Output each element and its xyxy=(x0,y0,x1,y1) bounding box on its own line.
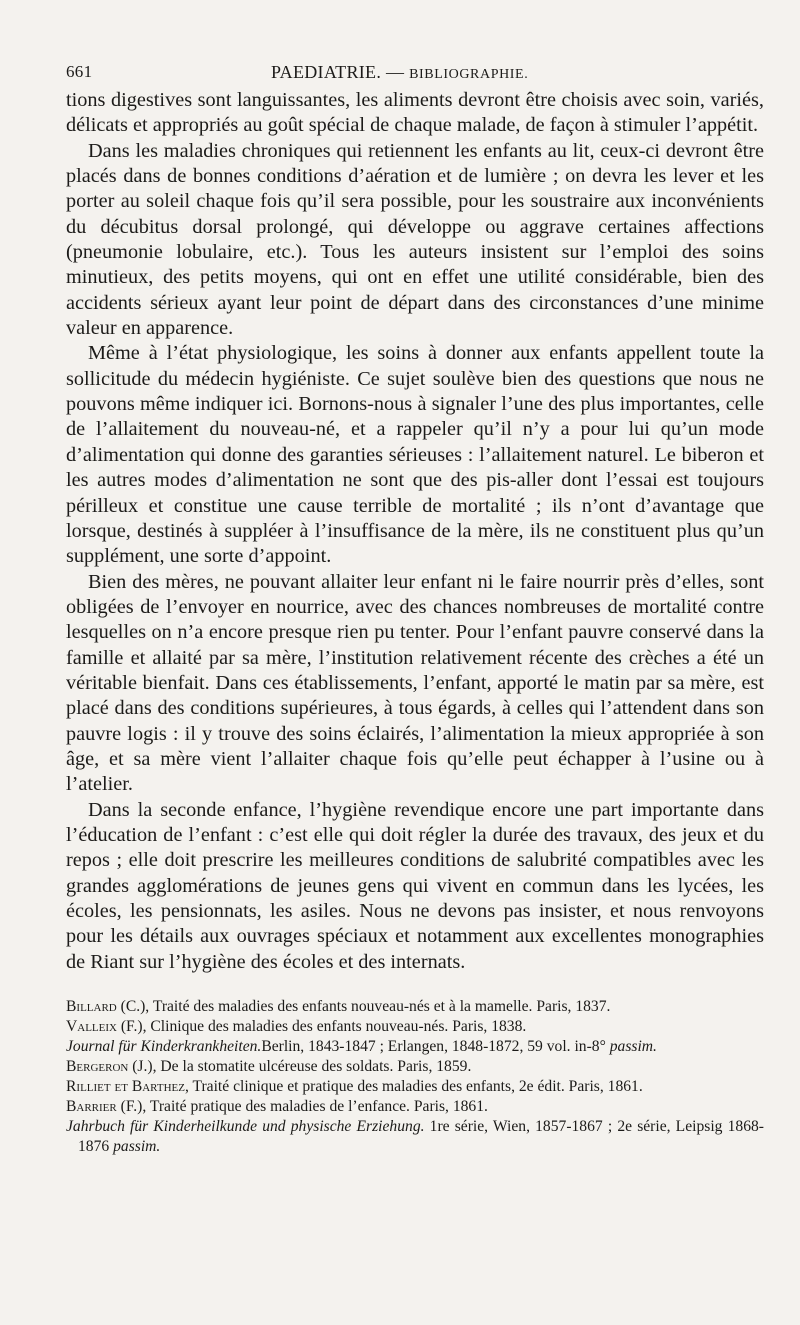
paragraph: Même à l’état physiologique, les soins à donner aux enfants appellent toute la sollicitude du médecin hygiéniste. Ce sujet soulève bien des questions que nous ne pouvons même indiquer ici. Bornons-nous à signaler l’une des plus importantes, celle de l’allaitement du nouveau-né, et a rappeler qu’il n’y a pour lui qu’un mode d’alimentation qui donne des garanties sérieuses : l’allaitement naturel. Le biberon et les autres modes d’alimentation ne sont que des pis-aller dont l’essai est toujours périlleux et constitue une cause terrible de mortalité ; ils n’ont d’avantage que lorsque, destinés à suppléer à l’insuffisance de la mère, ils ne constituent plus qu’un supplément, une sorte d’appoint. xyxy=(66,342,764,568)
bibliography-entry xyxy=(66,1077,764,1097)
running-title-separator: — xyxy=(385,62,405,82)
entry-note: passim. xyxy=(113,1138,161,1156)
bibliography-entry xyxy=(66,1097,764,1117)
paragraph-continued: tions digestives sont languissantes, les aliments devront être choisis avec soin, variés, délicats et appropriés au goût spécial de chaque malade, de façon à stimuler l’appétit. xyxy=(66,89,764,137)
entry-title: De la stomatite ulcéreuse des soldats. Paris, 1859. xyxy=(160,1058,472,1076)
running-title-text: PAEDIATRIE. xyxy=(271,62,382,82)
entry-details: 1re série, Wien, 1857-1867 ; 2e série, Leipsig 1868-1876 xyxy=(78,1118,764,1156)
paragraph: Bien des mères, ne pouvant allaiter leur enfant ni le faire nourrir près d’elles, sont obligées de l’envoyer en nourrice, avec des chances nombreuses de mortalité contre lesquelles on n’a encore presque rien pu tenter. Pour l’enfant pauvre conservé dans la famille et allaité par sa mère, l’institution relativement récente des crèches a été un véritable bienfait. Dans ces établissements, l’enfant, apporté le matin par sa mère, est placé dans des conditions supérieures, à tous égards, à celles qui l’attendent dans son pauvre logis : il y trouve des soins éclairés, l’alimentation la mieux appropriée à son âge, et sa mère vient l’allaiter chaque fois qu’elle peut échapper à l’usine ou à l’atelier. xyxy=(66,570,764,796)
body-text xyxy=(66,88,764,975)
entry-author: Billard (C.), xyxy=(66,998,150,1016)
entry-note: passim. xyxy=(609,1038,657,1056)
entry-title: Traité des maladies des enfants nouveau-nés et à la mamelle. Paris, 1837. xyxy=(152,998,611,1016)
bibliography-entry xyxy=(66,1037,764,1057)
entry-details: Berlin, 1843-1847 ; Erlangen, 1848-1872, 59 vol. in-8° xyxy=(261,1038,606,1056)
paragraph: Dans la seconde enfance, l’hygiène revendique encore une part importante dans l’éducation de l’enfant : c’est elle qui doit régler la durée des travaux, des jeux et du repos ; elle doit prescrire les meilleures conditions de salubrité compatibles avec les grandes agglomérations de jeunes gens qui vivent en commun dans les lycées, les écoles, les pensionnats, les asiles. Nous ne devons pas insister, et nous renvoyons pour les détails aux ouvrages spéciaux et notamment aux excellentes monographies de Riant sur l’hygiène des écoles et des internats. xyxy=(66,798,764,973)
entry-author: Valleix (F.), xyxy=(66,1018,147,1036)
running-head xyxy=(66,58,764,88)
running-title xyxy=(271,62,528,83)
entry-journal: Journal für Kinderkrankheiten. xyxy=(66,1038,262,1056)
entry-author: Barrier (F.), xyxy=(66,1098,147,1116)
bibliography-entry xyxy=(66,1117,764,1157)
entry-title: Clinique des maladies des enfants nouveau-nés. Paris, 1838. xyxy=(150,1018,527,1036)
bibliography-entry xyxy=(66,1017,764,1037)
entry-journal: Jahrbuch für Kinderheilkunde und physische Erziehung. xyxy=(66,1118,425,1136)
entry-author: Rilliet et Barthez, xyxy=(66,1078,189,1096)
bibliography xyxy=(66,997,764,1157)
entry-title: Traité pratique des maladies de l’enfance. Paris, 1861. xyxy=(149,1098,488,1116)
bibliography-entry xyxy=(66,1057,764,1077)
page-number: 661 xyxy=(66,62,93,81)
running-section: BIBLIOGRAPHIE. xyxy=(409,67,529,82)
entry-title: Traité clinique et pratique des maladies des enfants, 2e édit. Paris, 1861. xyxy=(192,1078,643,1096)
entry-author: Bergeron (J.), xyxy=(66,1058,157,1076)
paragraph: Dans les maladies chroniques qui retiennent les enfants au lit, ceux-ci devront être placés dans de bonnes conditions d’aération et de lumière ; on devra les lever et les porter au soleil chaque fois qu’il sera possible, pour les soustraire aux inconvénients du décubitus dorsal prolongé, qui développe ou aggrave certaines affections (pneumonie lobulaire, etc.). Tous les auteurs insistent sur l’emploi des soins minutieux, des petits moyens, qui ont en effet une utilité considérable, bien des accidents sérieux ayant leur point de départ dans des circonstances d’une minime valeur en apparence. xyxy=(66,139,764,340)
bibliography-entry xyxy=(66,997,764,1017)
